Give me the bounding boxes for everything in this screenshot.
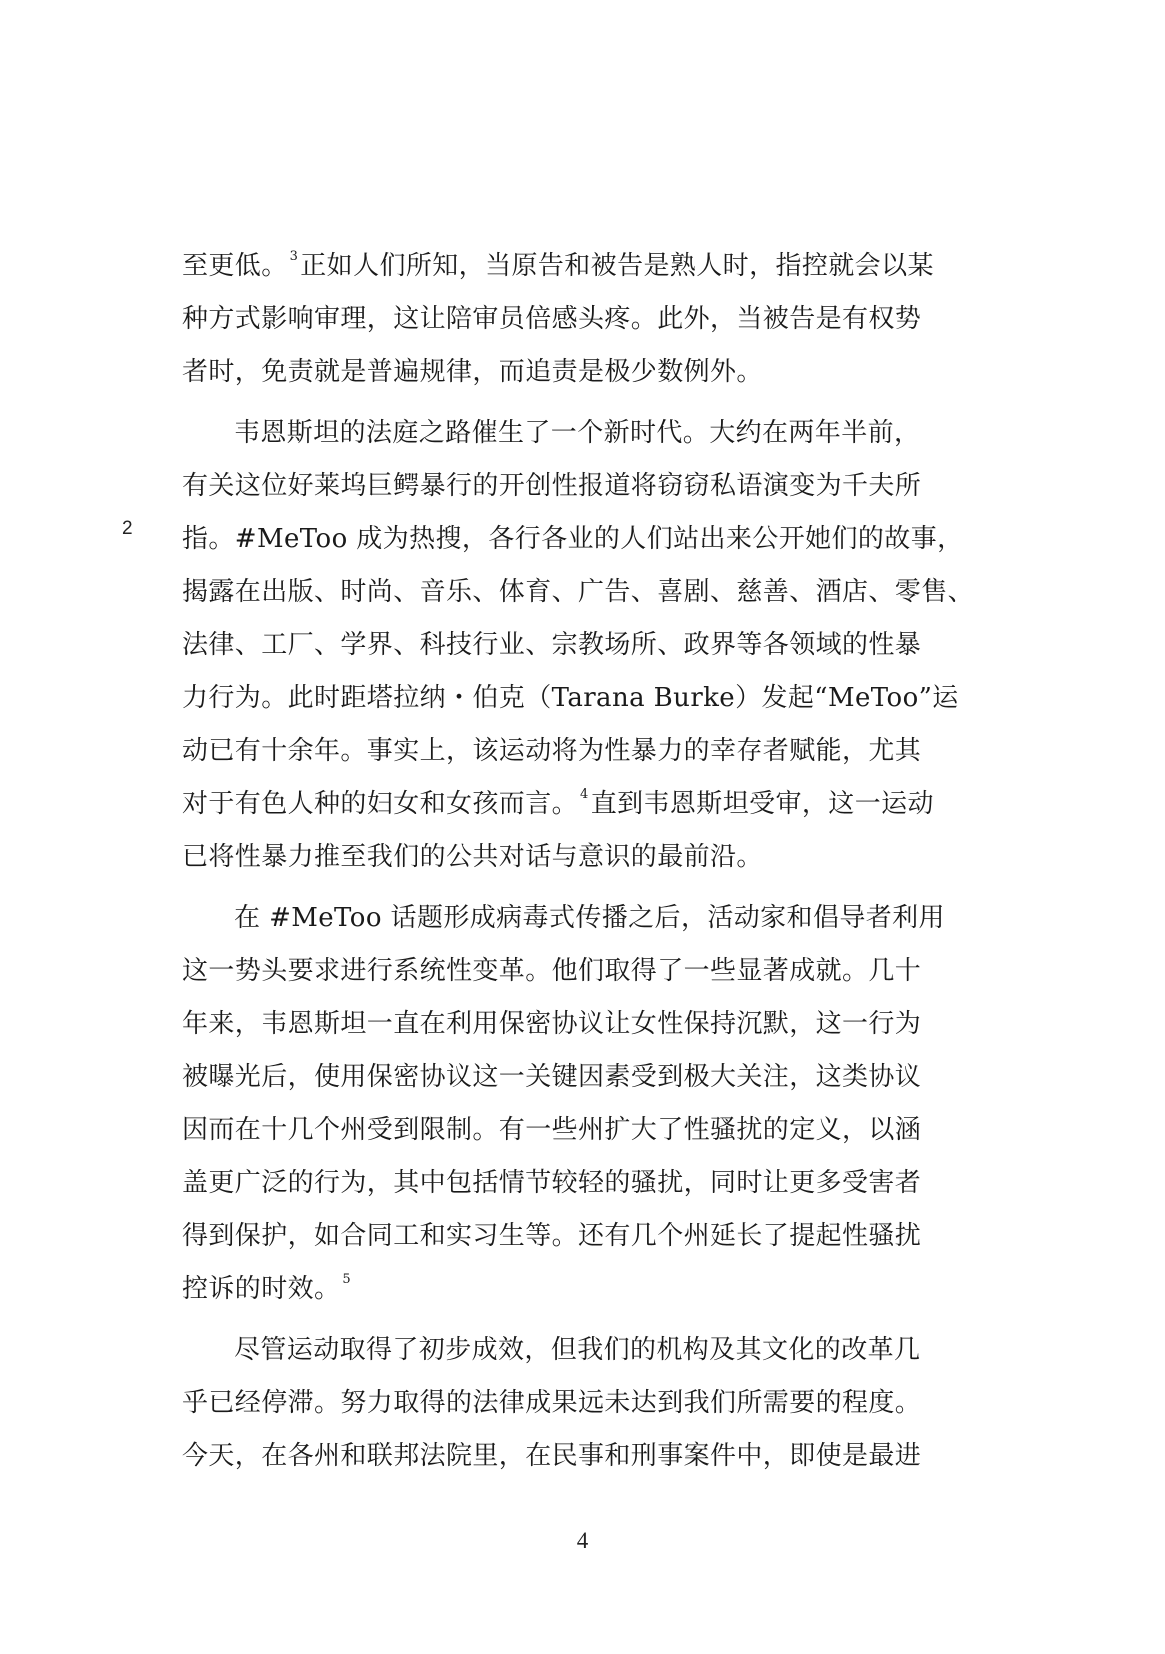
paragraph-4-line: 今天，在各州和联邦法院里，在民事和刑事案件中，即使是最进 bbox=[182, 1441, 922, 1471]
paragraph-3-line: 盖更广泛的行为，其中包括情节较轻的骚扰，同时让更多受害者 bbox=[182, 1168, 922, 1198]
paragraph-2-line: 已将性暴力推至我们的公共对话与意识的最前沿。 bbox=[182, 842, 763, 872]
paragraph-4-line: 尽管运动取得了初步成效，但我们的机构及其文化的改革几 bbox=[234, 1335, 921, 1365]
paragraph-2-line: 法律、工厂、学界、科技行业、宗教场所、政界等各领域的性暴 bbox=[182, 630, 922, 660]
footnote-ref-5: 5 bbox=[342, 1272, 352, 1287]
paragraph-3-line: 在 #MeToo 话题形成病毒式传播之后，活动家和倡导者利用 bbox=[234, 903, 945, 933]
paragraph-2-line bbox=[182, 778, 942, 831]
paragraph-2-line: 有关这位好莱坞巨鳄暴行的开创性报道将窃窃私语演变为千夫所 bbox=[182, 471, 922, 501]
page-number: 4 bbox=[576, 1528, 589, 1553]
paragraph-3-line: 年来，韦恩斯坦一直在利用保密协议让女性保持沉默，这一行为 bbox=[182, 1009, 922, 1039]
paragraph-1-line bbox=[182, 240, 942, 293]
paragraph-3-line bbox=[182, 1263, 942, 1316]
paragraph-1-line: 种方式影响审理，这让陪审员倍感头疼。此外，当被告是有权势 bbox=[182, 304, 922, 334]
footnote-ref-3: 3 bbox=[289, 249, 299, 264]
paragraph-2-line: 韦恩斯坦的法庭之路催生了一个新时代。大约在两年半前， bbox=[234, 418, 921, 448]
footnote-ref-4: 4 bbox=[580, 787, 589, 802]
text-fragment: 至更低。 $^3$正如人们所知，当原告和被告是熟人时，指控就会以某 bbox=[182, 249, 934, 281]
paragraph-2-line: 动已有十余年。事实上，该运动将为性暴力的幸存者赋能，尤其 bbox=[182, 736, 922, 766]
paragraph-2-line: 指。#MeToo 成为热搜，各行各业的人们站出来公开她们的故事， bbox=[182, 524, 964, 554]
paragraph-3-line: 得到保护，如合同工和实习生等。还有几个州延长了提起性骚扰 bbox=[182, 1221, 922, 1251]
body-text bbox=[182, 240, 975, 1483]
paragraph-3-line: 这一势头要求进行系统性变革。他们取得了一些显著成就。几十 bbox=[182, 956, 922, 986]
text-fragment: 对于有色人种的妇女和女孩而言。 $^4$直到韦恩斯坦受审，这一运动 bbox=[182, 787, 934, 819]
text-fragment: 控诉的时效。 $^5$ bbox=[182, 1272, 352, 1304]
paragraph-2-line: 揭露在出版、时尚、音乐、体育、广告、喜剧、慈善、酒店、零售、 bbox=[182, 577, 975, 607]
margin-note-number: 2 bbox=[122, 518, 133, 539]
paragraph-3-line: 被曝光后，使用保密协议这一关键因素受到极大关注，这类协议 bbox=[182, 1062, 922, 1092]
paragraph-3-line: 因而在十几个州受到限制。有一些州扩大了性骚扰的定义，以涵 bbox=[182, 1115, 922, 1145]
paragraph-1-line: 者时，免责就是普遍规律，而追责是极少数例外。 bbox=[182, 357, 763, 387]
paragraph-4-line: 乎已经停滞。努力取得的法律成果远未达到我们所需要的程度。 bbox=[182, 1388, 922, 1418]
paragraph-2-line: 力行为。此时距塔拉纳・伯克（Tarana Burke）发起“MeToo”运 bbox=[182, 683, 959, 713]
